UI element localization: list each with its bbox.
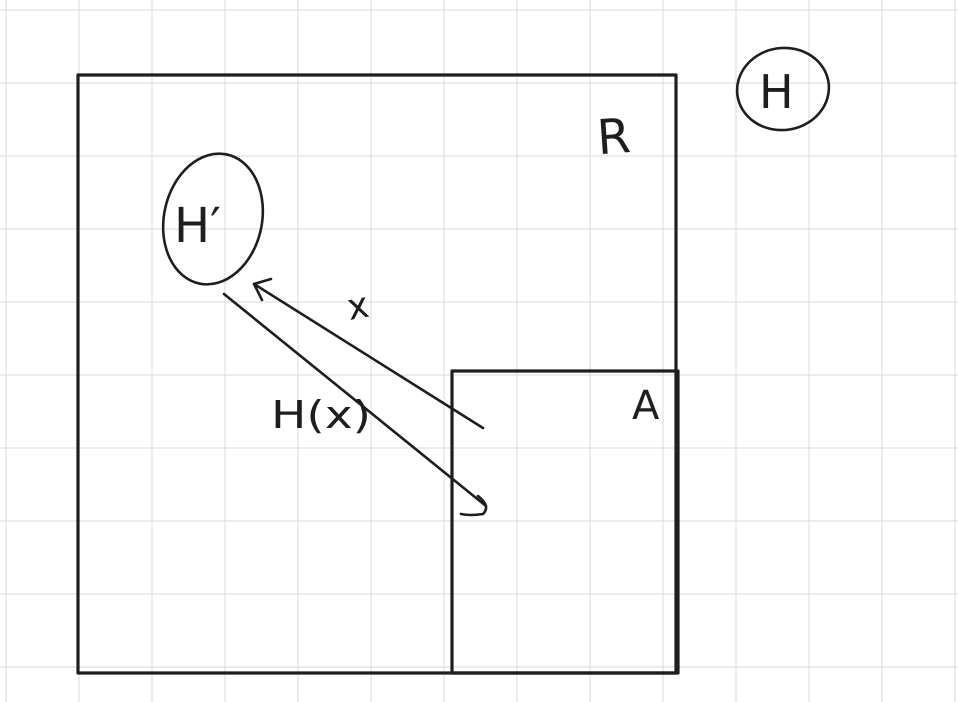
label-x: x <box>343 284 373 329</box>
label-h-prime: H′ <box>174 198 221 254</box>
arrow-hx-head-icon <box>461 496 486 515</box>
label-a: A <box>632 383 660 429</box>
label-hx: H(x) <box>271 393 371 437</box>
region-r-box <box>78 75 676 673</box>
label-h: H <box>759 65 794 119</box>
label-r: R <box>595 107 633 167</box>
